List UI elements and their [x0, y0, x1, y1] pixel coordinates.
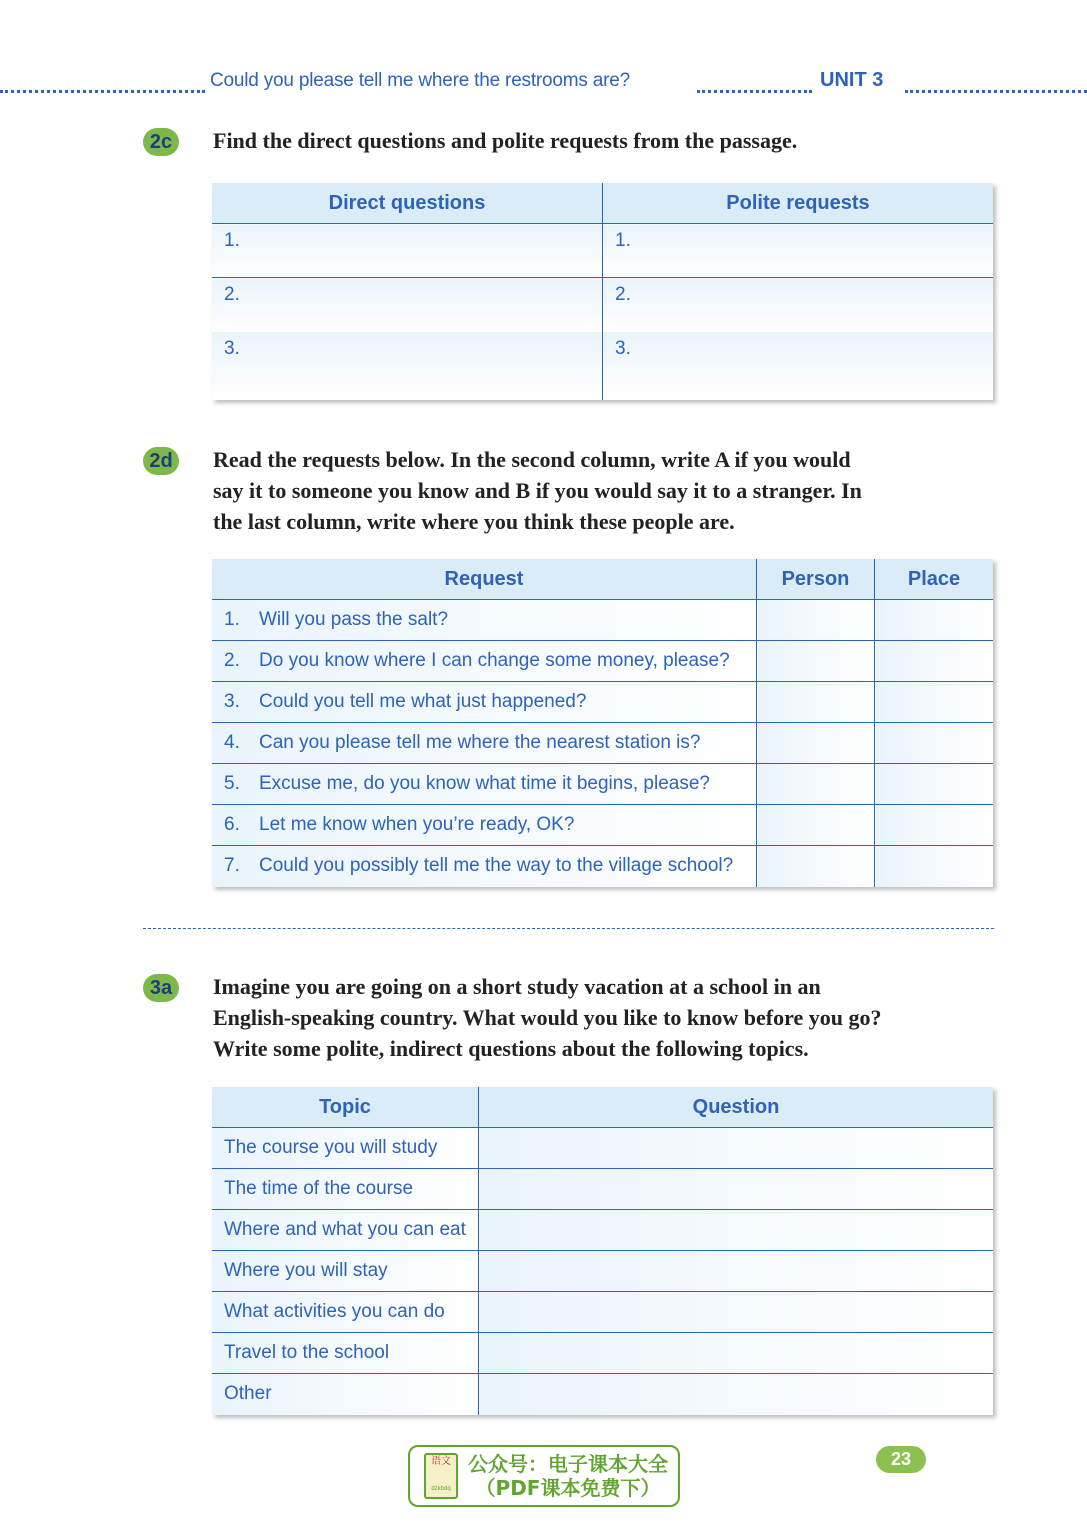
- instruction-line: Write some polite, indirect questions about the following topics.: [213, 1036, 809, 1061]
- question-cell[interactable]: [479, 1210, 994, 1251]
- book-icon-caption: dzkbdq: [431, 1486, 451, 1492]
- header-dots-right: [905, 70, 1087, 93]
- instruction-line: Imagine you are going on a short study vacation at a school in an: [213, 974, 821, 999]
- question-cell[interactable]: [479, 1128, 994, 1169]
- instruction-2d: [213, 444, 862, 537]
- unit-label: UNIT 3: [820, 69, 884, 91]
- table-row: [212, 332, 993, 400]
- topic-cell: The course you will study: [212, 1128, 479, 1169]
- person-cell[interactable]: [757, 641, 875, 682]
- polite-request-cell[interactable]: 2.: [603, 278, 994, 332]
- table-header-row: [212, 183, 993, 224]
- column-header-place: Place: [875, 559, 994, 600]
- request-text: Could you tell me what just happened?: [259, 691, 587, 712]
- place-cell[interactable]: [875, 600, 994, 641]
- book-icon-label: 语文: [431, 1456, 451, 1467]
- request-cell: [212, 723, 757, 764]
- request-text: Do you know where I can change some money, please?: [259, 650, 730, 671]
- table-row: [212, 1251, 993, 1292]
- request-cell: [212, 682, 757, 723]
- place-cell[interactable]: [875, 764, 994, 805]
- table-row: [212, 1333, 993, 1374]
- row-number: 4.: [224, 732, 240, 753]
- table-row: [212, 764, 993, 805]
- place-cell[interactable]: [875, 846, 994, 887]
- table-2c: [212, 183, 993, 400]
- section-divider: [143, 928, 994, 929]
- request-cell: [212, 764, 757, 805]
- table-row: [212, 723, 993, 764]
- table-row: [212, 1292, 993, 1333]
- person-cell[interactable]: [757, 764, 875, 805]
- table-row: [212, 600, 993, 641]
- request-text: Will you pass the salt?: [259, 609, 449, 630]
- topic-cell: What activities you can do: [212, 1292, 479, 1333]
- question-cell[interactable]: [479, 1292, 994, 1333]
- row-number: 6.: [224, 814, 240, 835]
- table-3a: [212, 1087, 993, 1415]
- table-row: [212, 1210, 993, 1251]
- question-cell[interactable]: [479, 1333, 994, 1374]
- table-row: [212, 682, 993, 723]
- page-number: 23: [876, 1446, 926, 1473]
- request-cell: [212, 805, 757, 846]
- table-row: [212, 641, 993, 682]
- row-number: 7.: [224, 855, 240, 877]
- instruction-2c: Find the direct questions and polite requests from the passage.: [213, 128, 798, 153]
- row-number: 1.: [224, 609, 240, 630]
- section-badge-2c: 2c: [143, 128, 179, 156]
- column-header-person: Person: [757, 559, 875, 600]
- book-icon: [424, 1453, 458, 1499]
- request-cell: [212, 846, 757, 887]
- table-header-row: [212, 1087, 993, 1128]
- direct-question-cell[interactable]: 1.: [212, 224, 603, 278]
- table-row: [212, 805, 993, 846]
- row-number: 2.: [224, 650, 240, 671]
- person-cell[interactable]: [757, 805, 875, 846]
- instruction-3a: [213, 971, 882, 1064]
- polite-request-cell[interactable]: 1.: [603, 224, 994, 278]
- request-cell: [212, 641, 757, 682]
- topic-cell: Travel to the school: [212, 1333, 479, 1374]
- column-header-question: Question: [479, 1087, 994, 1128]
- person-cell[interactable]: [757, 723, 875, 764]
- person-cell[interactable]: [757, 846, 875, 887]
- watermark-text: [458, 1452, 678, 1500]
- question-cell[interactable]: [479, 1374, 994, 1415]
- place-cell[interactable]: [875, 641, 994, 682]
- table-2d: [212, 559, 993, 887]
- place-cell[interactable]: [875, 805, 994, 846]
- place-cell[interactable]: [875, 682, 994, 723]
- watermark-line-2: （PDF课本免费下）: [475, 1476, 661, 1500]
- topic-cell: Other: [212, 1374, 479, 1415]
- table-header-row: [212, 559, 993, 600]
- table-row: [212, 224, 993, 278]
- instruction-line: English-speaking country. What would you like to know before you go?: [213, 1005, 882, 1030]
- topic-cell: Where and what you can eat: [212, 1210, 479, 1251]
- row-number: 3.: [224, 691, 240, 712]
- instruction-line: Read the requests below. In the second column, write A if you would: [213, 447, 851, 472]
- request-cell: [212, 600, 757, 641]
- row-number: 5.: [224, 773, 240, 794]
- table-row: [212, 278, 993, 332]
- topic-cell: The time of the course: [212, 1169, 479, 1210]
- table-row: [212, 846, 993, 887]
- section-badge-2d: 2d: [143, 447, 179, 475]
- polite-request-cell[interactable]: 3.: [603, 332, 994, 400]
- header-title: Could you please tell me where the restrooms are?: [210, 70, 631, 91]
- table-row: [212, 1169, 993, 1210]
- column-header-direct-questions: Direct questions: [212, 183, 603, 224]
- instruction-line: the last column, write where you think these people are.: [213, 509, 735, 534]
- question-cell[interactable]: [479, 1169, 994, 1210]
- watermark-stamp: [408, 1445, 680, 1507]
- question-cell[interactable]: [479, 1251, 994, 1292]
- request-text: Could you possibly tell me the way to the village school?: [259, 855, 734, 877]
- direct-question-cell[interactable]: 2.: [212, 278, 603, 332]
- person-cell[interactable]: [757, 682, 875, 723]
- table-row: [212, 1128, 993, 1169]
- request-text: Excuse me, do you know what time it begins, please?: [259, 773, 710, 794]
- instruction-line: say it to someone you know and B if you would say it to a stranger. In: [213, 478, 862, 503]
- column-header-polite-requests: Polite requests: [603, 183, 994, 224]
- column-header-request: Request: [212, 559, 757, 600]
- place-cell[interactable]: [875, 723, 994, 764]
- request-text: Let me know when you’re ready, OK?: [259, 814, 575, 835]
- topic-cell: Where you will stay: [212, 1251, 479, 1292]
- table-row: [212, 1374, 993, 1415]
- section-badge-3a: 3a: [143, 974, 179, 1002]
- header-dots-middle: [697, 70, 812, 93]
- person-cell[interactable]: [757, 600, 875, 641]
- request-text: Can you please tell me where the nearest station is?: [259, 732, 701, 753]
- direct-question-cell[interactable]: 3.: [212, 332, 603, 400]
- column-header-topic: Topic: [212, 1087, 479, 1128]
- watermark-line-1: 公众号：电子课本大全: [468, 1452, 668, 1476]
- header-dots-left: [0, 70, 205, 93]
